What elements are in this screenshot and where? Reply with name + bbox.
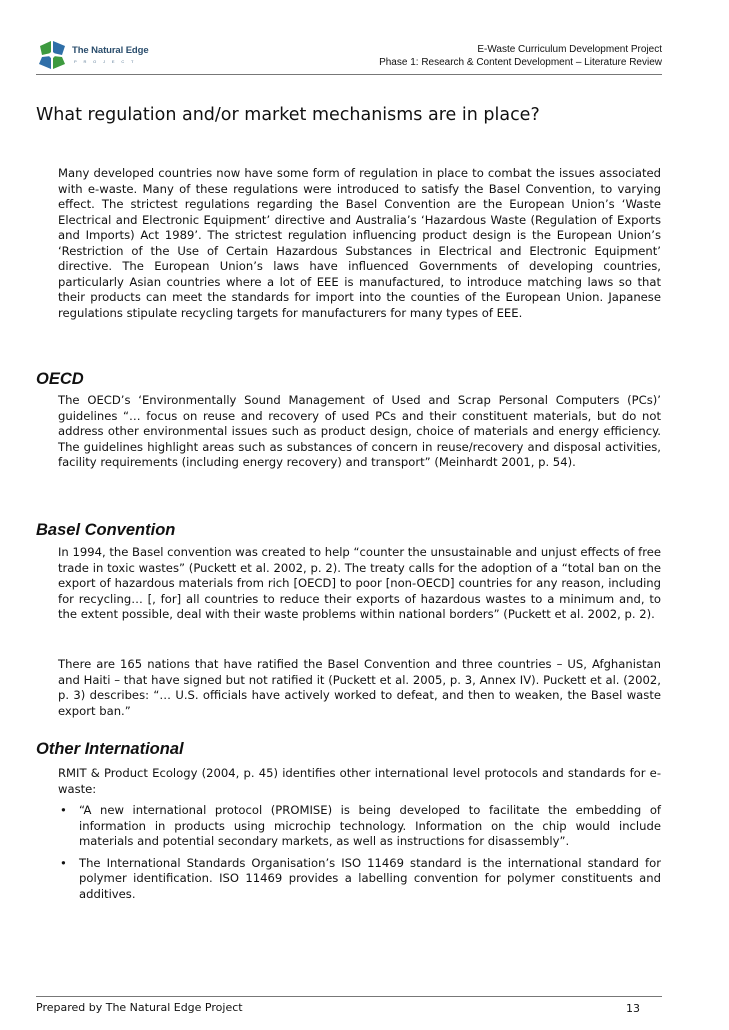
list-item bbox=[58, 856, 661, 903]
basel-paragraph-1: In 1994, the Basel convention was created to help “counter the unsustainable and unjust effects of free trade in toxic wastes” (Puckett et al. 2002, p. 2). The treaty calls for the adoption of a “total ban on the export of hazardous materials from rich [OECD] to poor [non-OECD] countries for any reason, including for recycling… [, for] all countries to reduce their exports of hazardous wastes to a minimum and, to the extent possible, deal with their waste problems within national borders” (Puckett et al. 2002, p. 2). bbox=[58, 545, 661, 621]
logo-emblem-icon bbox=[36, 40, 68, 70]
list-item-text: “A new international protocol (PROMISE) is being developed to facilitate the embedding of information in products using microchip technology. Information on the chip would include materials and potential secondary markets, as well as instructions for disassembly”. bbox=[79, 803, 661, 848]
logo-name: The Natural Edge bbox=[72, 45, 149, 56]
other-international-bullet-list bbox=[58, 803, 661, 908]
bullet-icon: • bbox=[60, 803, 67, 817]
basel-paragraph-2: There are 165 nations that have ratified the Basel Convention and three countries – US, Afghanistan and Haiti – that have signed but not ratified it (Puckett et al. 2005, p. 3, Annex IV). Puckett et al. (2002, p. 3) describes: “… U.S. officials have actively worked to defeat, and then to weaken, the Basel waste export ban.” bbox=[58, 657, 661, 718]
other-international-intro: RMIT & Product Ecology (2004, p. 45) identifies other international level protocols and standards for e-waste: bbox=[58, 766, 661, 796]
basel-heading: Basel Convention bbox=[36, 521, 176, 539]
oecd-paragraph: The OECD’s ‘Environmentally Sound Management of Used and Scrap Personal Computers (PCs)’ guidelines “… focus on reuse and recovery of used PCs and their constituent materials, but do not address other environmental issues such as product design, choice of materials and energy efficiency. The guidelines highlight areas such as substances of concern in reuse/recovery and disposal activities, facility requirements (including energy recovery) and transport” (Meinhardt 2001, p. 54). bbox=[58, 393, 661, 469]
header-phase: Phase 1: Research & Content Development – Literature Review bbox=[379, 57, 662, 68]
oecd-heading: OECD bbox=[36, 370, 84, 388]
page-header bbox=[36, 40, 662, 74]
other-international-heading: Other International bbox=[36, 740, 184, 758]
page-title: What regulation and/or market mechanisms are in place? bbox=[36, 105, 540, 125]
logo bbox=[36, 40, 196, 70]
header-project-name: E-Waste Curriculum Development Project bbox=[477, 44, 662, 55]
list-item bbox=[58, 803, 661, 850]
footer-divider bbox=[36, 996, 662, 997]
page-number: 13 bbox=[626, 1002, 640, 1015]
list-item-text: The International Standards Organisation’s ISO 11469 standard is the international standard for polymer identification. ISO 11469 provides a labelling convention for polymer constituents and additives. bbox=[79, 855, 661, 901]
bullet-icon: • bbox=[60, 855, 67, 870]
header-project-info bbox=[379, 43, 662, 69]
header-divider bbox=[36, 74, 662, 75]
logo-tagline: PROJECT bbox=[74, 59, 141, 64]
footer-prepared-by: Prepared by The Natural Edge Project bbox=[36, 1001, 243, 1014]
intro-paragraph: Many developed countries now have some form of regulation in place to combat the issues associated with e-waste. Many of these regulations were introduced to satisfy the Basel Convention, to varying effect. The strictest regulations regarding the Basel Convention are the European Union’s ‘Waste Electrical and Electronic Equipment’ directive and Australia’s ‘Hazardous Waste (Regulation of Exports and Imports) Act 1989’. The strictest regulation influencing product design is the European Union’s ‘Restriction of the Use of Certain Hazardous Substances in Electrical and Electronic Equipment’ directive. The European Union’s laws have influenced Governments of developing countries, particularly Asian countries where a lot of EEE is manufactured, to introduce matching laws so that their products can meet the standards for import into the counties of the European Union. Japanese regulations stipulate recycling targets for manufacturers for many types of EEE. bbox=[58, 166, 661, 320]
